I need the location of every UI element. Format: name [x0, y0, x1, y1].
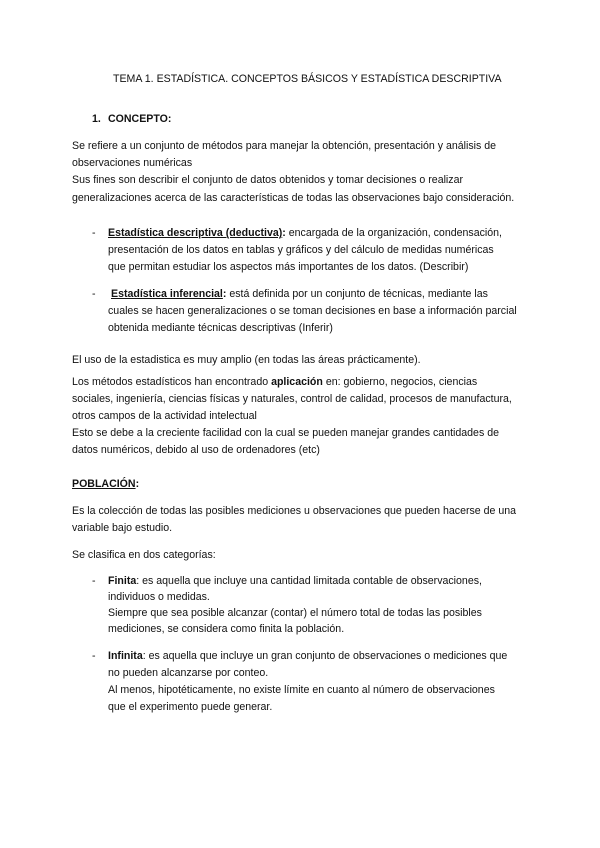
bullet-dash: -: [92, 650, 96, 662]
infinita-line-2: no pueden alcanzarse por conteo.: [108, 667, 269, 679]
term-infinita: Infinita: [108, 650, 143, 662]
finita-line-1: Finita: es aquella que incluye una cantidad limitada contable de observaciones,: [108, 575, 482, 587]
finita-line-2: individuos o medidas.: [108, 591, 210, 603]
bullet-inferencial-line-1: Estadística inferencial: está definida por un conjunto de técnicas, mediante las: [111, 288, 488, 300]
bullet-inferencial-line-3: obtenida mediante técnicas descriptivas (Inferir): [108, 322, 333, 334]
infinita-line-3: Al menos, hipotéticamente, no existe límite en cuanto al número de observaciones: [108, 684, 495, 696]
bullet-dash: -: [92, 227, 96, 239]
bullet-dash: -: [92, 575, 96, 587]
uso-line-1: El uso de la estadistica es muy amplio (en todas las áreas prácticamente).: [72, 354, 421, 366]
section-heading-concepto: CONCEPTO:: [108, 113, 172, 125]
document-title: TEMA 1. ESTADÍSTICA. CONCEPTOS BÁSICOS Y ESTADÍSTICA DESCRIPTIVA: [113, 73, 502, 85]
bullet-descriptiva-line-1: Estadística descriptiva (deductiva): encargada de la organización, condensación,: [108, 227, 502, 239]
term-estadistica-descriptiva: Estadística descriptiva (deductiva): [108, 227, 283, 239]
uso-line-5: Esto se debe a la creciente facilidad con la cual se pueden manejar grandes cantidades de: [72, 427, 499, 439]
concept-line-4: generalizaciones acerca de las características de todas las observaciones bajo consideración.: [72, 192, 515, 204]
poblacion-def-line-2: variable bajo estudio.: [72, 522, 173, 534]
poblacion-clasifica: Se clasifica en dos categorías:: [72, 549, 216, 561]
uso-line-2: Los métodos estadísticos han encontrado aplicación en: gobierno, negocios, ciencias: [72, 376, 478, 388]
concept-line-2: observaciones numéricas: [72, 157, 193, 169]
term-aplicacion: aplicación: [271, 376, 323, 388]
term-finita: Finita: [108, 575, 137, 587]
poblacion-heading: POBLACIÓN:: [72, 478, 140, 490]
infinita-line-1: Infinita: es aquella que incluye un gran conjunto de observaciones o mediciones que: [108, 650, 508, 662]
finita-line-3: Siempre que sea posible alcanzar (contar) el número total de todas las posibles: [108, 607, 482, 619]
bullet-dash: -: [92, 288, 96, 300]
uso-line-4: otros campos de la actividad intelectual: [72, 410, 257, 422]
bullet-descriptiva-line-2: presentación de los datos en tablas y gráficos y del cálculo de medidas numéricas: [108, 244, 494, 256]
concept-line-1: Se refiere a un conjunto de métodos para manejar la obtención, presentación y análisis de: [72, 140, 497, 152]
section-number: 1.: [92, 113, 101, 125]
concept-line-3: Sus fines son describir el conjunto de datos obtenidos y tomar decisiones o realizar: [72, 174, 464, 186]
bullet-inferencial-line-2: cuales se hacen generalizaciones o se toman decisiones en base a información parcial: [108, 305, 517, 317]
term-estadistica-inferencial: Estadística inferencial: [111, 288, 223, 300]
bullet-descriptiva-line-3: que permitan estudiar los aspectos más importantes de los datos. (Describir): [108, 261, 469, 273]
poblacion-def-line-1: Es la colección de todas las posibles mediciones u observaciones que pueden hacerse de una: [72, 505, 517, 517]
uso-line-3: sociales, ingeniería, ciencias físicas y naturales, control de calidad, procesos de manufactura,: [72, 393, 512, 405]
finita-line-4: mediciones, se considera como finita la población.: [108, 623, 345, 635]
uso-line-6: datos numéricos, debido al uso de ordenadores (etc): [72, 444, 320, 456]
infinita-line-4: que el experimento puede generar.: [108, 701, 273, 713]
